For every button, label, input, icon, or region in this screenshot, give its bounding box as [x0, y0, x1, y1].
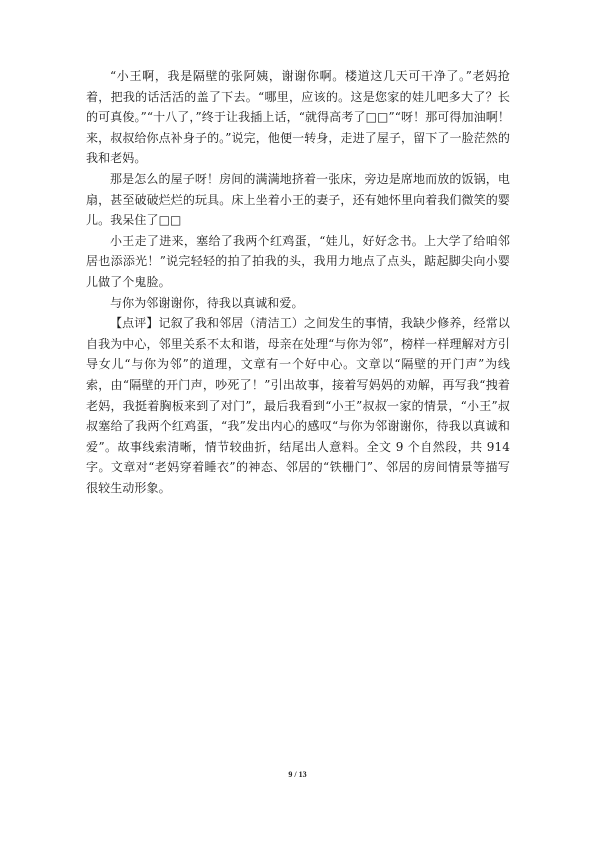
document-body — [86, 66, 510, 498]
paragraph-red-eggs: 小王走了进来，塞给了我两个红鸡蛋，“娃儿，好好念书。上大学了给咱邻居也添添光！”说完轻轻的拍了拍我的头，我用力地点了点头，踮起脚尖向小婴儿做了个鬼脸。 — [86, 233, 510, 289]
page-number: 9 / 13 — [288, 770, 307, 779]
comment-tag: 【点评】 — [110, 316, 159, 331]
paragraph-closing-line: 与你为邻谢谢你，待我以真诚和爱。 — [110, 295, 304, 310]
comment-paragraph — [86, 313, 510, 498]
comment-text: 记叙了我和邻居（清洁工）之间发生的事情，我缺少修养，经常以自我为中心，邻里关系不太和谐，母亲在处理“与你为邻”，榜样一样理解对方引导女儿“与你为邻”的道理，文章有一个好中心。文章以“隔壁的开门声”为线索，由“隔壁的开门声，吵死了！”引出故事，接着写妈妈的劝解，再写我“拽着老妈，我挺着胸板来到了对门”，最后我看到“小王”叔叔一家的情景，“小王”叔叔塞给了我两个红鸡蛋，“我”发出内心的感叹“与你为邻谢谢你，待我以真诚和爱”。故事线索清晰，情节较曲折，结尾出人意料。全文 9 个自然段，共 914 字。文章对“老妈穿着睡衣”的神态、邻居的“铁栅门”、邻居的房间情景等描写很较生动形象。 — [86, 316, 511, 495]
paragraph-dialogue: “小王啊，我是隔壁的张阿姨，谢谢你啊。楼道这几天可干净了。”老妈抢着，把我的话活活的盖了下去。“哪里，应该的。这是您家的娃儿吧多大了？长的可真俊。”“十八了，”终于让我插上话，“就得高考了□□”“呀！那可得加油啊！来，叔叔给你点补身子的。”说完，他便一转身，走进了屋子，留下了一脸茫然的我和老妈。 — [86, 69, 510, 166]
paragraph-room-description: 那是怎么的屋子呀！房间的满满地挤着一张床，旁边是席地而放的饭锅，电扇，甚至破破烂烂的玩具。床上坐着小王的妻子，还有她怀里向着我们微笑的婴儿。我呆住了□□ — [86, 171, 510, 228]
